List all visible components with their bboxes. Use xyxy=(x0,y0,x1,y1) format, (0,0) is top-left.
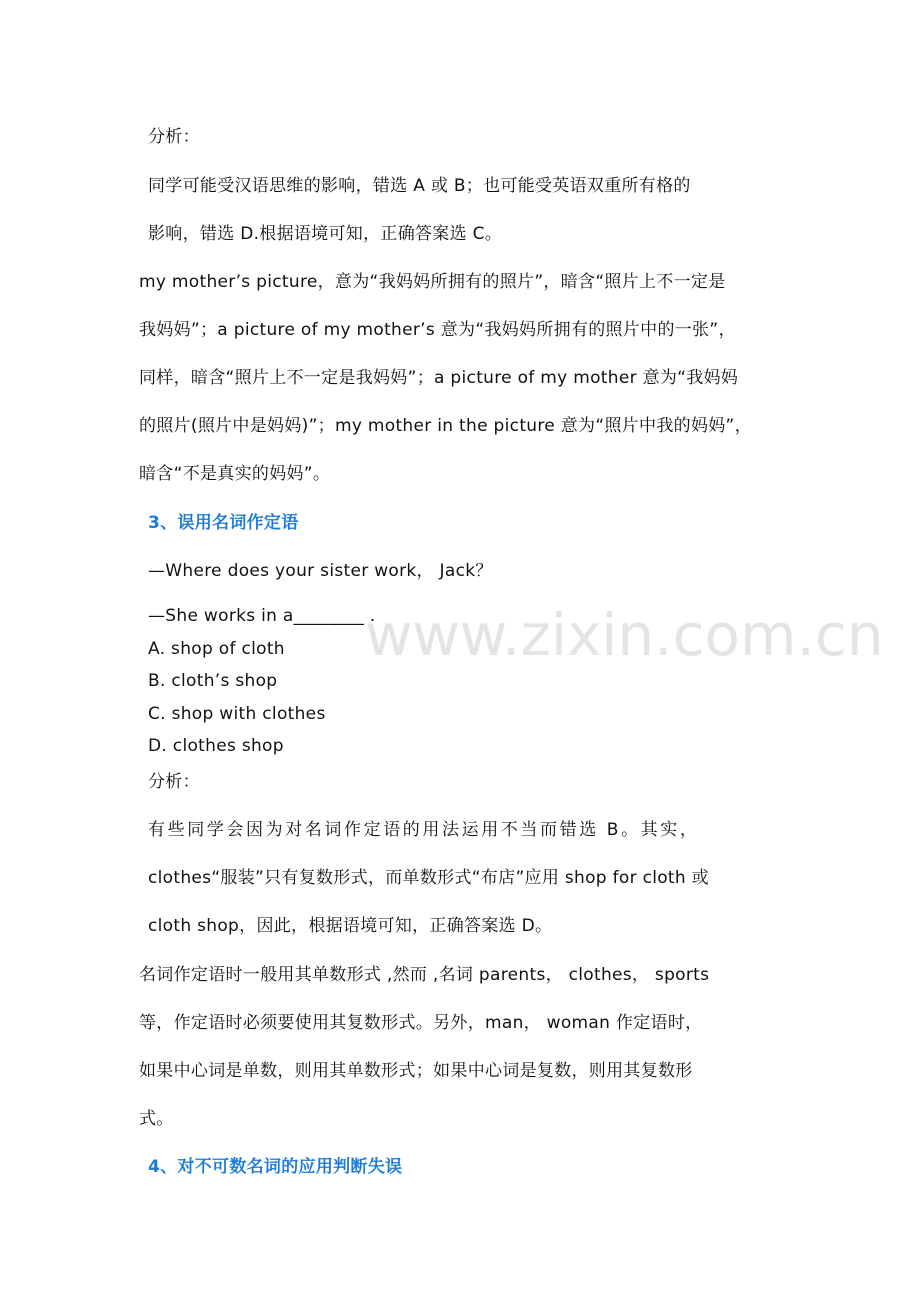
question-line: —She works in a________ . xyxy=(148,606,376,626)
explanation-line: 我妈妈”；a picture of my mother’s 意为“我妈妈所拥有的照片中的一张”， xyxy=(139,320,736,340)
explanation-line: my mother’s picture，意为“我妈妈所拥有的照片”，暗含“照片上不一定是 xyxy=(139,272,726,292)
explanation-line: 的照片(照片中是妈妈)”；my mother in the picture 意为“照片中我的妈妈”， xyxy=(139,416,752,436)
watermark: www.zixin.com.cn xyxy=(365,601,884,669)
explanation-line: 名词作定语时一般用其单数形式 ,然而 ,名词 parents， clothes， sports xyxy=(139,965,710,985)
section-heading-4: 4、对不可数名词的应用判断失误 xyxy=(148,1157,403,1177)
option-a: A. shop of cloth xyxy=(148,639,285,659)
analysis-label: 分析： xyxy=(148,127,200,147)
analysis-text-line: cloth shop，因此，根据语境可知，正确答案选 D。 xyxy=(148,916,553,936)
analysis-label: 分析： xyxy=(148,772,200,792)
explanation-line: 等，作定语时必须要使用其复数形式。另外，man， woman 作定语时， xyxy=(139,1013,703,1033)
explanation-line: 式。 xyxy=(139,1109,174,1129)
analysis-text-line: 影响，错选 D.根据语境可知，正确答案选 C。 xyxy=(148,224,503,244)
section-heading-3: 3、误用名词作定语 xyxy=(148,513,299,533)
explanation-line: 如果中心词是单数，则用其单数形式；如果中心词是复数，则用其复数形 xyxy=(139,1061,693,1081)
option-d: D. clothes shop xyxy=(148,736,284,756)
explanation-line: 暗含“不是真实的妈妈”。 xyxy=(139,464,331,484)
question-line: —Where does your sister work， Jack？ xyxy=(148,561,493,581)
analysis-text-line: 有些同学会因为对名词作定语的用法运用不当而错选 B。其实， xyxy=(148,820,700,840)
explanation-line: 同样，暗含“照片上不一定是我妈妈”；a picture of my mother 意为“我妈妈 xyxy=(139,368,739,388)
option-b: B. cloth’s shop xyxy=(148,671,278,691)
analysis-text-line: 同学可能受汉语思维的影响，错选 A 或 B；也可能受英语双重所有格的 xyxy=(148,176,691,196)
analysis-text-line: clothes“服装”只有复数形式，而单数形式“布店”应用 shop for cloth 或 xyxy=(148,868,709,888)
option-c: C. shop with clothes xyxy=(148,704,326,724)
